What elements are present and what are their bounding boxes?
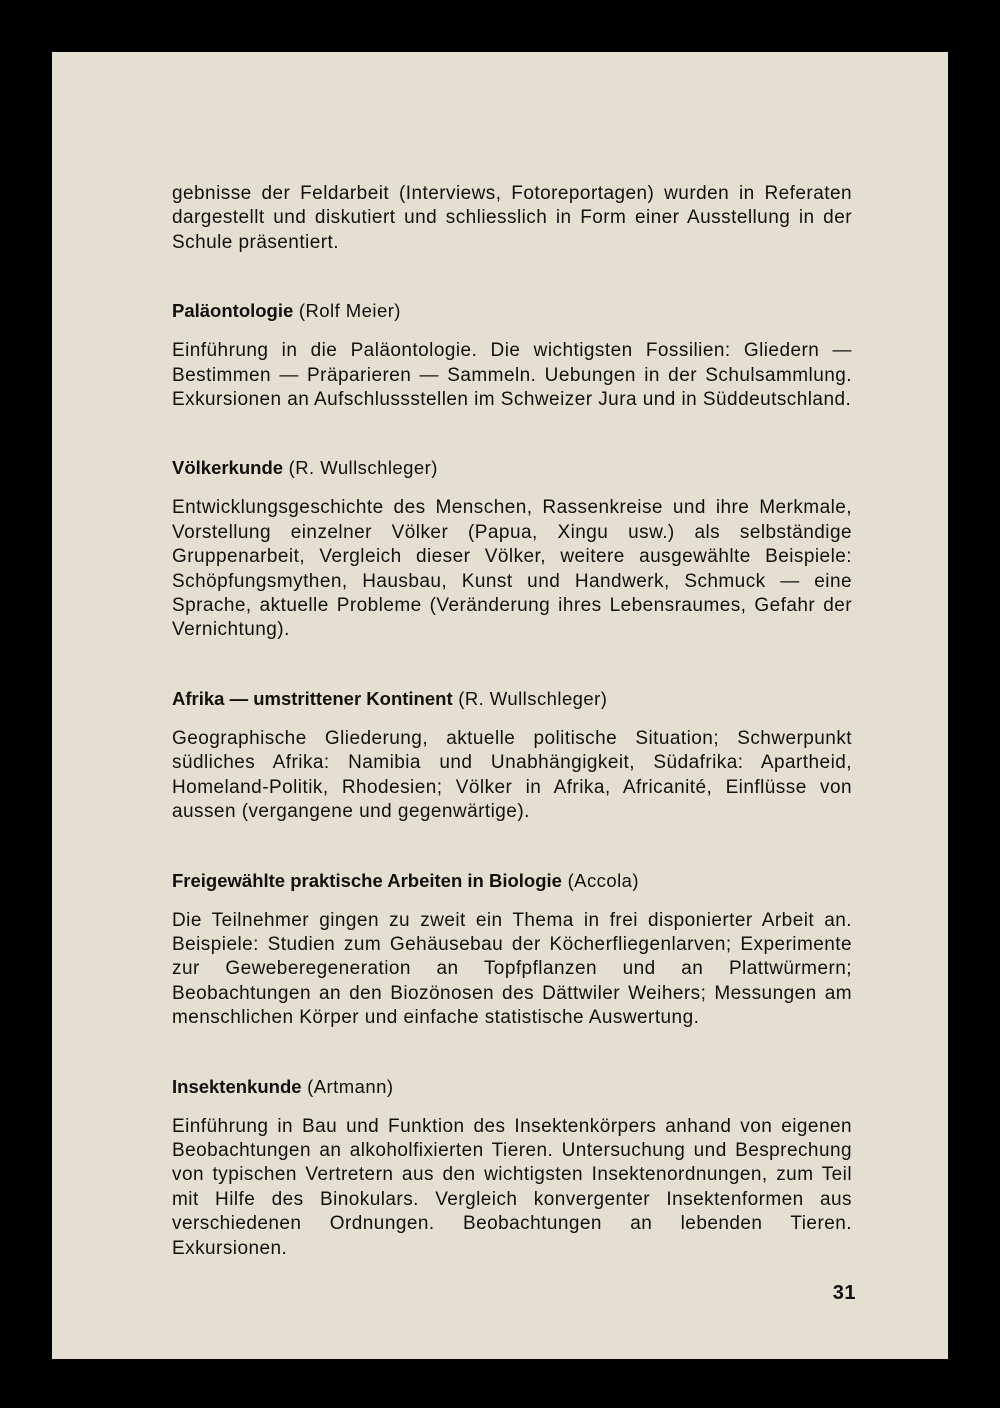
section-title: Afrika — umstrittener Kontinent xyxy=(172,687,453,709)
section-praktische-arbeiten-biologie xyxy=(172,869,852,1031)
section-text: Geographische Gliederung, aktuelle politische Situation; Schwerpunkt südliches Afrika: Namibia und Unabhängigkeit, Südafrika: Apartheid, Homeland-Politik, Rhodesien; Völker in Afrika, Africanité, Einflüsse von aussen (vergangene und gegenwärtige). xyxy=(172,727,852,823)
section-author: (R. Wullschleger) xyxy=(458,687,608,709)
page-body xyxy=(172,182,852,1261)
section-afrika xyxy=(172,687,852,825)
section-voelkerkunde xyxy=(172,456,852,642)
section-heading xyxy=(172,1075,852,1099)
page-number: 31 xyxy=(832,1282,856,1304)
section-heading xyxy=(172,869,852,893)
section-author: (R. Wullschleger) xyxy=(288,457,438,479)
section-title: Insektenkunde xyxy=(172,1075,302,1097)
section-heading xyxy=(172,299,852,323)
section-author: (Artmann) xyxy=(307,1075,394,1097)
section-heading xyxy=(172,687,852,711)
section-title: Paläontologie xyxy=(172,300,294,322)
section-heading xyxy=(172,456,852,480)
intro-paragraph: gebnisse der Feldarbeit (Interviews, Fotoreportagen) wurden in Referaten dargestellt und diskutiert und schliesslich in Form einer Ausstellung in der Schule präsentiert. xyxy=(172,183,852,253)
section-author: (Accola) xyxy=(567,869,640,891)
section-text: Die Teilnehmer gingen zu zweit ein Thema in frei disponierter Arbeit an. Beispiele: Studien zum Gehäusebau der Köcherfliegenlarven; Experimente zur Geweberegeneration an Topfpflanzen und an Plattwürmern; Beobachtungen an den Biozönosen des Dättwiler Weihers; Messungen am menschlichen Körper und einfache statistische Auswertung. xyxy=(172,909,852,1029)
section-text: Entwicklungsgeschichte des Menschen, Rassenkreise und ihre Merkmale, Vorstellung einzelner Völker (Papua, Xingu usw.) als selbständige Gruppenarbeit, Vergleich dieser Völker, weitere ausgewählte Beispiele: Schöpfungsmythen, Hausbau, Kunst und Handwerk, Schmuck — eine Sprache, aktuelle Probleme (Veränderung ihres Lebensraumes, Gefahr der Vernichtung). xyxy=(172,497,852,641)
section-text: Einführung in die Paläontologie. Die wichtigsten Fossilien: Gliedern — Bestimmen — Präparieren — Sammeln. Uebungen in der Schulsammlung. Exkursionen an Aufschlussstellen im Schweizer Jura und in Süddeutschland. xyxy=(172,340,852,411)
section-palaeontologie xyxy=(172,299,852,412)
section-title: Völkerkunde xyxy=(172,457,284,479)
section-insektenkunde xyxy=(172,1075,852,1261)
section-author: (Rolf Meier) xyxy=(298,300,401,322)
document-page xyxy=(52,52,948,1359)
section-text: Einführung in Bau und Funktion des Insektenkörpers anhand von eigenen Beobachtungen an alkoholfixierten Tieren. Untersuchung und Besprechung von typischen Vertretern aus den wichtigsten Insektenordnungen, zum Teil mit Hilfe des Binokulars. Vergleich konvergenter Insektenformen aus verschiedenen Ordnungen. Beobachtungen an lebenden Tieren. Exkursionen. xyxy=(172,1115,852,1259)
section-title: Freigewählte praktische Arbeiten in Biologie xyxy=(172,869,562,891)
